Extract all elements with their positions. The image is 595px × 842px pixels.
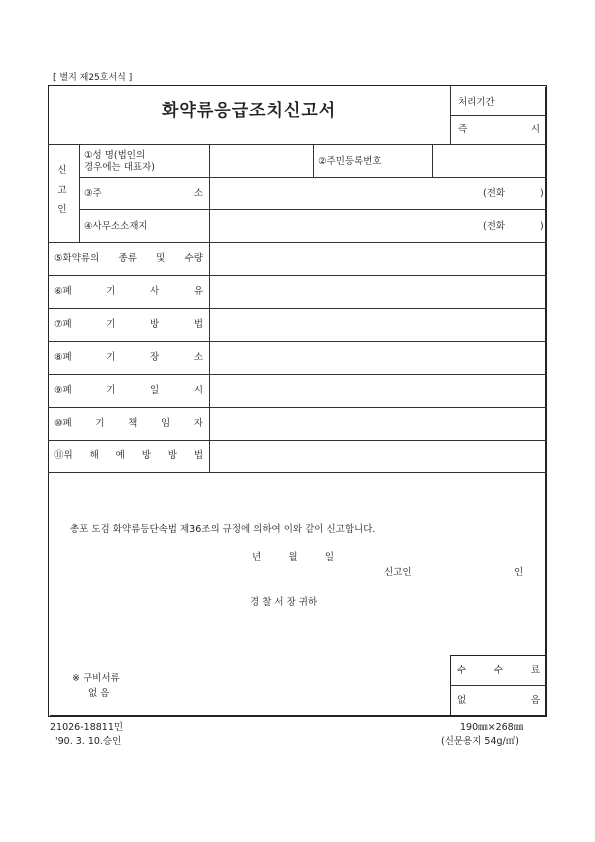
attachments-label: ※ 구비서류: [72, 673, 120, 684]
form-shadow-right: [545, 87, 547, 717]
fee-label: 수 수 료: [457, 665, 540, 676]
processing-period-label: 처리기간: [458, 97, 495, 108]
fee-value: 없 음: [457, 695, 540, 706]
name-rrn-divider: [313, 144, 314, 177]
footer-approval: '90. 3. 10.승인: [55, 736, 122, 747]
date-line: 년 월 일: [252, 552, 334, 563]
line-row10-bottom: [48, 440, 546, 441]
address-phone-close: ): [540, 188, 544, 199]
line-address-bottom: [79, 209, 546, 210]
row-disposal-method: ⑦폐 기 방 법: [54, 319, 203, 330]
line-row7-bottom: [48, 341, 546, 342]
row-disposal-datetime: ⑨폐 기 일 시: [54, 385, 203, 396]
line-row11-bottom: [48, 472, 546, 473]
row-disposal-reason: ⑥폐 기 사 유: [54, 286, 203, 297]
line-row9-bottom: [48, 407, 546, 408]
address-phone-label: (전화: [483, 188, 506, 199]
name-label-line2: 경우에는 대표자): [84, 162, 155, 173]
row-hazard-prevention: ⑪위 해 예 방 방 법: [54, 450, 203, 461]
footer-code: 21026-18811민: [50, 722, 124, 733]
footer-size: 190㎜×268㎜: [460, 722, 524, 733]
footer-paper: (신문용지 54g/㎡): [441, 736, 519, 747]
form-title: 화약류응급조치신고서: [162, 101, 337, 121]
seal-mark: 인: [514, 567, 524, 578]
line-title-bottom: [48, 144, 546, 145]
declaration-statement: 총포 도검 화약류등단속법 제36조의 규정에 의하여 이와 같이 신고합니다.: [70, 524, 376, 535]
line-reporter-bottom: [48, 242, 546, 243]
reporter-group-divider: [79, 144, 80, 242]
row-disposal-manager: ⑩폐 기 책 임 자: [54, 418, 203, 429]
recipient-line: 경 찰 서 장 귀하: [250, 597, 318, 608]
fee-divider: [450, 685, 546, 686]
row-disposal-place: ⑧폐 기 장 소: [54, 352, 203, 363]
processing-divider: [450, 115, 545, 116]
label-column-divider: [209, 144, 210, 472]
line-row8-bottom: [48, 374, 546, 375]
office-address-label: ④사무소소재지: [84, 221, 148, 232]
office-phone-label: (전화: [483, 221, 506, 232]
office-phone-close: ): [540, 221, 544, 232]
address-label: ③주 소: [84, 188, 203, 199]
line-row5-bottom: [48, 275, 546, 276]
row-explosive-type-quantity: ⑤화약류의 종류 및 수량: [54, 253, 203, 264]
line-name-bottom: [79, 177, 546, 178]
rrn-value-divider: [432, 144, 433, 177]
name-label-line1: ①성 명(법인의: [84, 150, 146, 161]
form-border: [48, 85, 547, 717]
rrn-label: ②주민등록번호: [318, 156, 382, 167]
signer-label: 신고인: [384, 567, 412, 578]
attachments-value: 없 음: [88, 688, 110, 699]
reporter-group-label: 신 고 인: [57, 165, 67, 215]
line-row6-bottom: [48, 308, 546, 309]
processing-period-value: 즉 시: [458, 124, 540, 135]
form-number-label: [ 별지 제25호서식 ]: [53, 73, 133, 83]
